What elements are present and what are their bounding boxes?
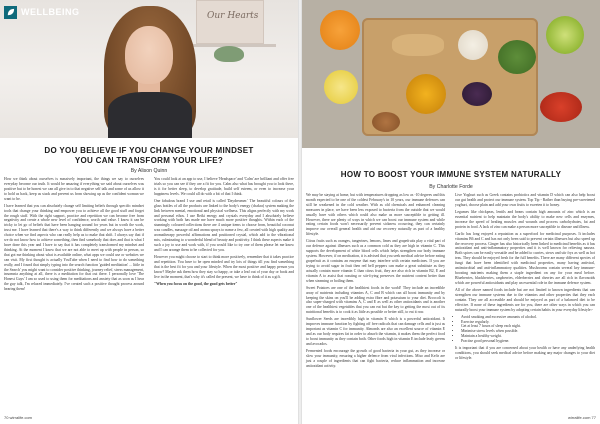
article-headline: HOW TO BOOST YOUR IMMUNE SYSTEM NATURALLY (340, 170, 562, 179)
habits-list (455, 315, 595, 344)
right-page (302, 0, 600, 424)
orange-slice (320, 10, 360, 50)
paragraph: I have learned that you can absolutely change self limiting beliefs through specific mindset tools that change your thinking and empower you to achieve all the good stuff and forget the rough stuff. With the right support, practice and repetition we can become free from negativity and create a whole new level of confidence, worth and value. I know it can be tricky to let go of beliefs that have been hanging around for years but in worth the work, trust me. I have learned that there's a way to think differently and we always have a better choice when we find aspects who can really help us to make that shift. I always say that if we do not know how to achieve something, then find somebody that does and that is what I have done this year and I have to say that it has completely transformed my mindset and thinking. At the moment I know that we are not able to meet up with people in person, so that got me thinking about what is available online, what apps we could use or websites we can visit. My first thought is actually YouTube when I need to find how to do something really, and I found that simply typing into the search function 'guided meditation' ... little in the Search' you might want to consider positive thinking, journey relief, stress management, insomnia anything at all, there is a meditation for that out there. I personally love 'The Honest Guys' I am so used to using them for meditations and anxiety that as soon as I hear the guy talk, I'm relaxed immediately. I've created such a positive thought process around hearing them! (4, 203, 144, 292)
plant (214, 46, 244, 62)
paragraph: Fermented foods encourage the growth of good bacteria in your gut, as they increase or slow your immunity, ensuring a higher defence from viral infections. Miso and Kefir are just a couple of ingredients that can fight bacteria, reduce inflammation and increase antioxidant activity. (306, 348, 445, 368)
paragraph: Sunflower Seeds are incredibly high in vitamin E which is a powerful antioxidant. It improves immune function by fighting off free radicals that can damage cells and is just as important as vitamin C for immunity. Almonds are also an excellent source of vitamin E and as our body requires fat in order to absorb the vitamin, it makes them the perfect food to boost immunity as they contain both. Other foods high in vitamin E include leafy greens and avocados. (306, 317, 445, 346)
paragraph: Live Yoghurt such as Greek contains probiotics and vitamin D which can also help boost our gut health and protect our immune system. Top Tip - Rather than buying pre-sweetened yoghurt, choose plain and add your own fruits to sweeten it to honey. (455, 193, 595, 207)
paragraph: You could look at an app to use, I believe 'Headspace' and 'Calm' are brilliant and offer free trials so you can see if they are a fit for you. Calm also what has brought you to look there, is it for better sleep, to develop gratitude, build self esteem, or even to increase your happiness levels. We could all do with a bit of that I think. (154, 177, 294, 196)
almonds (372, 112, 400, 132)
turmeric-bowl (406, 74, 446, 114)
paragraph: All of the above named foods include but are not limited to known ingredients that can strengthen our immune systems due to the vitamins and other properties that they each contain. They are all accessible and should be enjoyed as part of a balanced diet to be effective. If none of these ingredients are for you, there are other ways in which you can naturally boost your immune system by adopting certain habits in your everyday lifestyle:- (455, 287, 595, 312)
ginger-piece (392, 34, 444, 56)
byline: By Alison Quinn (130, 168, 168, 174)
wall-sign-text: Our Hearts (207, 11, 259, 21)
woman-face (125, 26, 173, 84)
lemon-slice (324, 70, 358, 104)
paragraph: One fabulous brand I use and retail is called 'Daydreamer.' The beautiful colours of the glass bottles of all the products are linked to the body's energy (chakra) system making the link between mental, emotional and physical wellness. This aligns perfectly with my work and personal ethos. I use Reiki energy and crystals everyday and I absolutely believe working with both has made me have much more positive thoughts. Within each of the stunningly coloured collections there are 4 unique items to choose from, beautiful coconut wax candles, massage oil and aroma sprays to name a few, all created with high quality and aromatherapy powerful affirmations and positioned crystal, which add to the vibrational mix, culminating to a wonderful blend of beauty and positivity. I think these aspects make it such a joy to use and work with, if you would like to try one of them please let me know and I can arrange them to be collected for you. (154, 198, 294, 252)
paragraph: It is important that if you are concerned about your health or have any underlying health conditions, you should seek medical advice before making any major changes to your diet or lifestyle. (455, 346, 595, 360)
article-column-2 (455, 193, 595, 363)
lime-half (546, 16, 584, 54)
red-pepper (540, 92, 582, 122)
paragraph: Sweet Potatoes are one of the healthiest foods in the world! They include an incredible array of nutrients including vitamins A, C and B which can all boost immunity and by keeping the skins on you'll be adding extra fibre and potassium to your diet. Broccoli is also super-charged with vitamins A, C and E as well as other antioxidants and is another one of the healthiest vegetables that you can eat but the key to getting the most out of its nutritional benefits is to cook it as little as possible or better still, to eat it raw. (306, 285, 445, 315)
list-item: • Practise good personal hygiene. (461, 339, 595, 344)
paragraph: Garlic has long enjoyed a reputation as a superfood for medicinal purposes. It includes vitamins B6 and C and has not only been said to prevent certain illnesses but also speed up the recovery process. Ginger has also historically been linked to medicinal benefits as it has antioxidant and anti-inflammatory properties and it is well known for relieving nausea. Both spices can be easily versatile and be added to curries, stews and stir frys as well as hot teas. They should be enjoyed fresh for the full benefits. There are many different species of fungi that have been identified with medicinal properties, many having antiviral, antimicrobial and anti-inflammatory qualities. Mushrooms contain several key immune-boosting nutrients making them a staple ingredient on any for your meal before. Blueberries, blackberries, raspberries, elderberries and cherries are all rich in flavonoids which are powerful antioxidants and play an essential role in the immune defence system. (455, 231, 595, 285)
paragraph: Citrus fruits such as oranges, tangerines, lemons, limes and grapefruits play a vital part of our defence against illnesses such as a common cold as they are high in vitamin C. This supports the development of white blood cells which helps strengthen our body immune system. However, if on medication, it is advised that you seek medical advice before eating grapefruit as it contains an enzyme that may interfere with certain medicines. If you are trying to avoid sugar in fruit then red bell peppers can make a great substitute as they actually contain more vitamin C than citrus fruit, they are also rich in vitamin B2, E and vitamin A to assist that roasting or stir-frying preserves the nutrient content better than when steaming or boiling them. (306, 239, 445, 283)
garlic-bulb (458, 30, 488, 60)
article-headline (14, 146, 284, 166)
byline: By Charlotte Forde (429, 184, 473, 190)
article-column-2 (154, 177, 294, 289)
list-item: • Maintain a healthy weight. (461, 334, 595, 339)
portrait-photo (0, 0, 298, 138)
pull-quote: "When you focus on the good, the good gets better" (154, 281, 238, 286)
berries (462, 82, 492, 106)
headline-line-1: DO YOU BELIEVE IF YOU CHANGE YOUR MINDSET (44, 146, 254, 155)
article-column-1 (306, 193, 445, 371)
article-column-1 (4, 177, 144, 294)
food-photo (302, 0, 600, 148)
list-item: • Avoid smoking and excessive amounts of alcohol. (461, 315, 595, 320)
page-folio: wirralife.com 77 (567, 415, 596, 420)
broccoli (498, 40, 536, 74)
page-folio: 70 wirralife.com (4, 415, 33, 420)
section-label-text: WELLBEING (21, 7, 80, 17)
wall-sign (196, 0, 264, 44)
paragraph: We may be staying at home, but with temperatures dropping as low as -10 degrees and this month expected to be one of the coldest February's in 10 years, our immune defences can still be weakened in the cold weather. With as old chemicals and enhanced cleaning measures in place, we have been less exposed to bacteria from the outside that we would usually have with others which could also make us more susceptible to getting ill. However, there are plenty of ways in which we can boost our immune system and while eating certain foods won't necessarily prevent sickness occurring, they can certainly improve our overall general health and aid our recovery naturally as part of a healthy lifestyle. (306, 193, 445, 237)
paragraph: However you might choose to start to think more positively, remember that it takes practice and repetition. You have to be open minded and try lots of things till you find something that is the best fit for you and your lifestyle. When the most positive and happy person you know? Maybe ask them how they stay so happy, or take a leaf out of your day or book and live in the moment, that's why it's called the present, we have to think of it as a gift. (154, 254, 294, 279)
list-item: • Exercise regularly. (461, 320, 595, 325)
paragraph: How we think about ourselves is massively important, the things we say to ourselves everyday become our truth. It would be amazing if everything we said about ourselves was positive but to be honest we can all give in to that negative self talk and some of us allow it to hold us back, keep us stuck and prevent us from showing up as the confident woman we want to be. (4, 177, 144, 201)
headline-line-2: YOU CAN TRANSFORM YOUR LIFE? (74, 156, 224, 165)
left-page (0, 0, 298, 424)
section-label (4, 5, 80, 19)
list-item: • Get at least 7 hours of sleep each night. (461, 324, 595, 329)
paragraph: Legumes like chickpeas, lentils and beans contain high amounts of zinc which is an essential nutrient to help maintain the body's ability to make new cells and enzymes, increase the speed of healing muscles and wounds and process carbohydrates, fat and protein in food. A lack of zinc can make a person more susceptible to disease and illness. (455, 209, 595, 229)
list-item: • Minimise stress levels when possible. (461, 329, 595, 334)
woman-top (108, 92, 192, 138)
leaf-icon (4, 6, 17, 19)
